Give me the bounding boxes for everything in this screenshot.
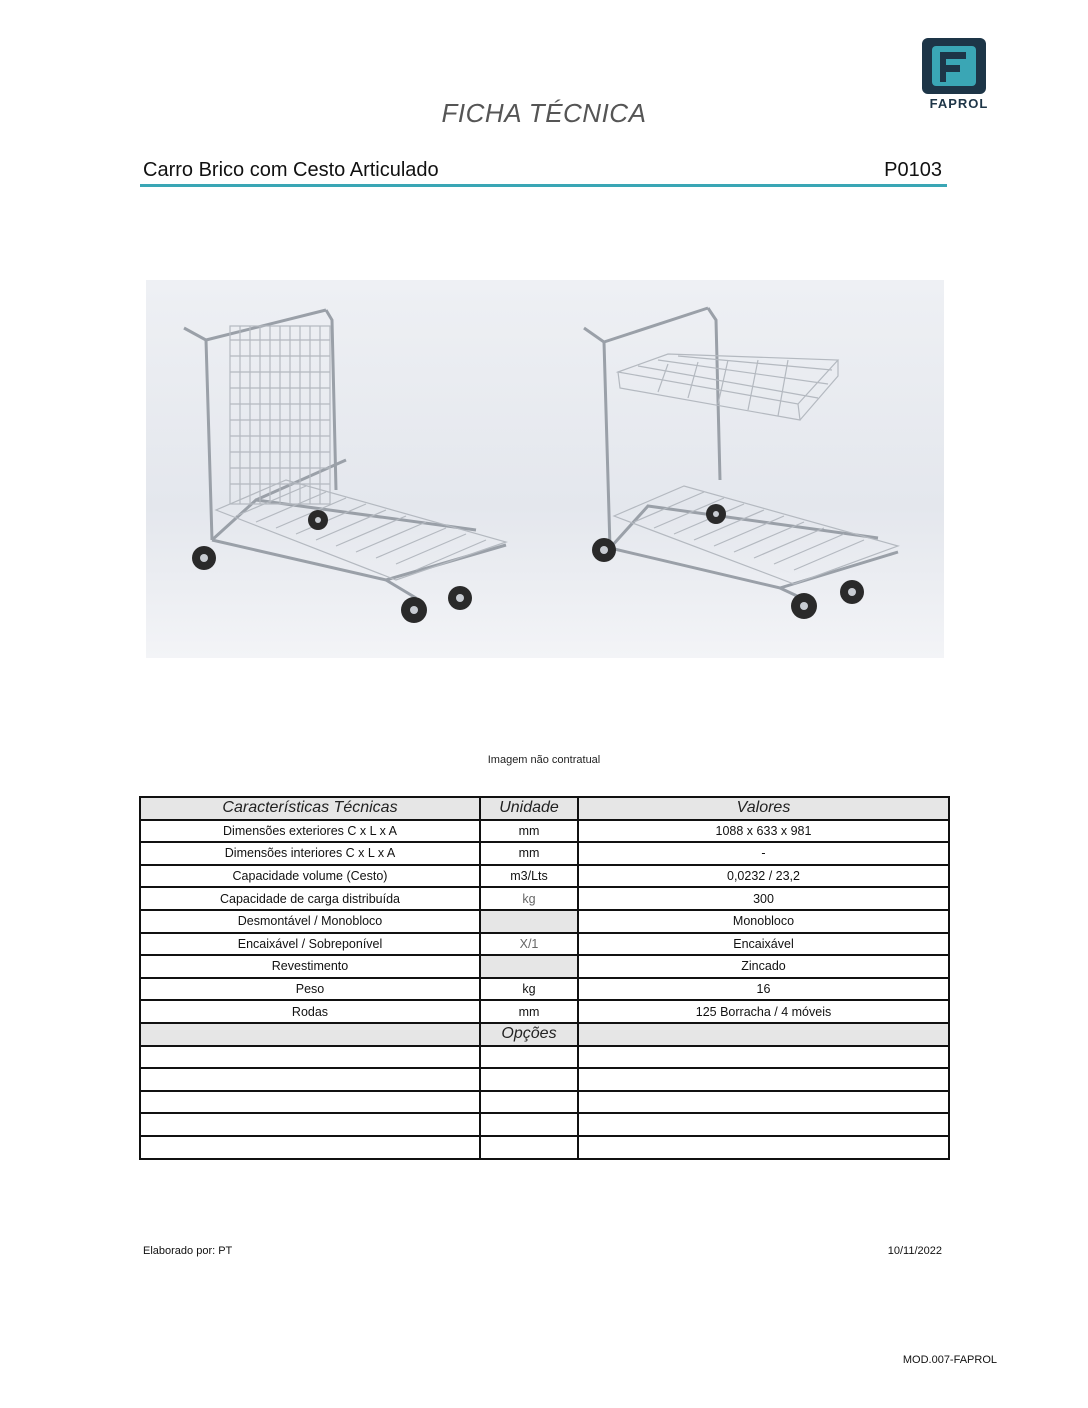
product-code: P0103 [884, 159, 942, 181]
table-row [140, 1000, 949, 1023]
row-unit: mm [480, 842, 578, 865]
table-header-row [140, 797, 949, 820]
header-characteristics: Características Técnicas [140, 797, 480, 820]
row-unit: mm [480, 820, 578, 843]
row-value: Encaixável [578, 933, 949, 956]
row-label: Revestimento [140, 955, 480, 978]
empty-cell [480, 1091, 578, 1114]
image-disclaimer: Imagem não contratual [487, 754, 601, 766]
table-row [140, 955, 949, 978]
empty-cell [578, 1068, 949, 1091]
empty-cell [480, 1046, 578, 1069]
row-label: Capacidade de carga distribuída [140, 887, 480, 910]
table-row [140, 820, 949, 843]
row-unit: mm [480, 1000, 578, 1023]
table-row [140, 933, 949, 956]
options-row [140, 1091, 949, 1114]
empty-cell [480, 1068, 578, 1091]
header-values: Valores [578, 797, 949, 820]
table-row [140, 887, 949, 910]
empty-cell [140, 1068, 480, 1091]
options-header-row [140, 1023, 949, 1046]
document-title: FICHA TÉCNICA [441, 98, 647, 128]
empty-cell [578, 1136, 949, 1159]
row-label: Desmontável / Monobloco [140, 910, 480, 933]
header-unit: Unidade [480, 797, 578, 820]
row-label: Encaixável / Sobreponível [140, 933, 480, 956]
row-value: Zincado [578, 955, 949, 978]
options-row [140, 1046, 949, 1069]
row-unit [480, 910, 578, 933]
row-label: Rodas [140, 1000, 480, 1023]
row-value: 1088 x 633 x 981 [578, 820, 949, 843]
options-row [140, 1113, 949, 1136]
empty-cell [578, 1046, 949, 1069]
row-unit: X/1 [480, 933, 578, 956]
specs-table [139, 796, 950, 1160]
empty-cell [140, 1113, 480, 1136]
row-unit [480, 955, 578, 978]
empty-cell [140, 1046, 480, 1069]
row-value: Monobloco [578, 910, 949, 933]
row-label: Peso [140, 978, 480, 1001]
document-date: 10/11/2022 [887, 1245, 942, 1257]
options-row [140, 1136, 949, 1159]
header-divider [140, 184, 947, 187]
row-value: 300 [578, 887, 949, 910]
model-reference: MOD.007-FAPROL [902, 1354, 997, 1366]
options-row [140, 1068, 949, 1091]
row-value: - [578, 842, 949, 865]
empty-cell [578, 1091, 949, 1114]
table-row [140, 842, 949, 865]
row-unit: kg [480, 887, 578, 910]
empty-cell [480, 1113, 578, 1136]
row-label: Dimensões interiores C x L x A [140, 842, 480, 865]
empty-cell [140, 1091, 480, 1114]
product-name: Carro Brico com Cesto Articulado [143, 159, 439, 181]
row-unit: m3/Lts [480, 865, 578, 888]
product-image-basket-open [548, 280, 944, 658]
empty-cell [480, 1136, 578, 1159]
options-header-blank [578, 1023, 949, 1046]
table-row [140, 978, 949, 1001]
row-value: 0,0232 / 23,2 [578, 865, 949, 888]
row-value: 125 Borracha / 4 móveis [578, 1000, 949, 1023]
row-unit: kg [480, 978, 578, 1001]
table-row [140, 865, 949, 888]
options-header-blank [140, 1023, 480, 1046]
prepared-by: Elaborado por: PT [143, 1245, 233, 1257]
empty-cell [140, 1136, 480, 1159]
empty-cell [578, 1113, 949, 1136]
table-row [140, 910, 949, 933]
row-value: 16 [578, 978, 949, 1001]
row-label: Capacidade volume (Cesto) [140, 865, 480, 888]
logo-wordmark: FAPROL [929, 96, 989, 111]
options-header: Opções [480, 1023, 578, 1046]
product-image-basket-folded [146, 280, 550, 658]
row-label: Dimensões exteriores C x L x A [140, 820, 480, 843]
